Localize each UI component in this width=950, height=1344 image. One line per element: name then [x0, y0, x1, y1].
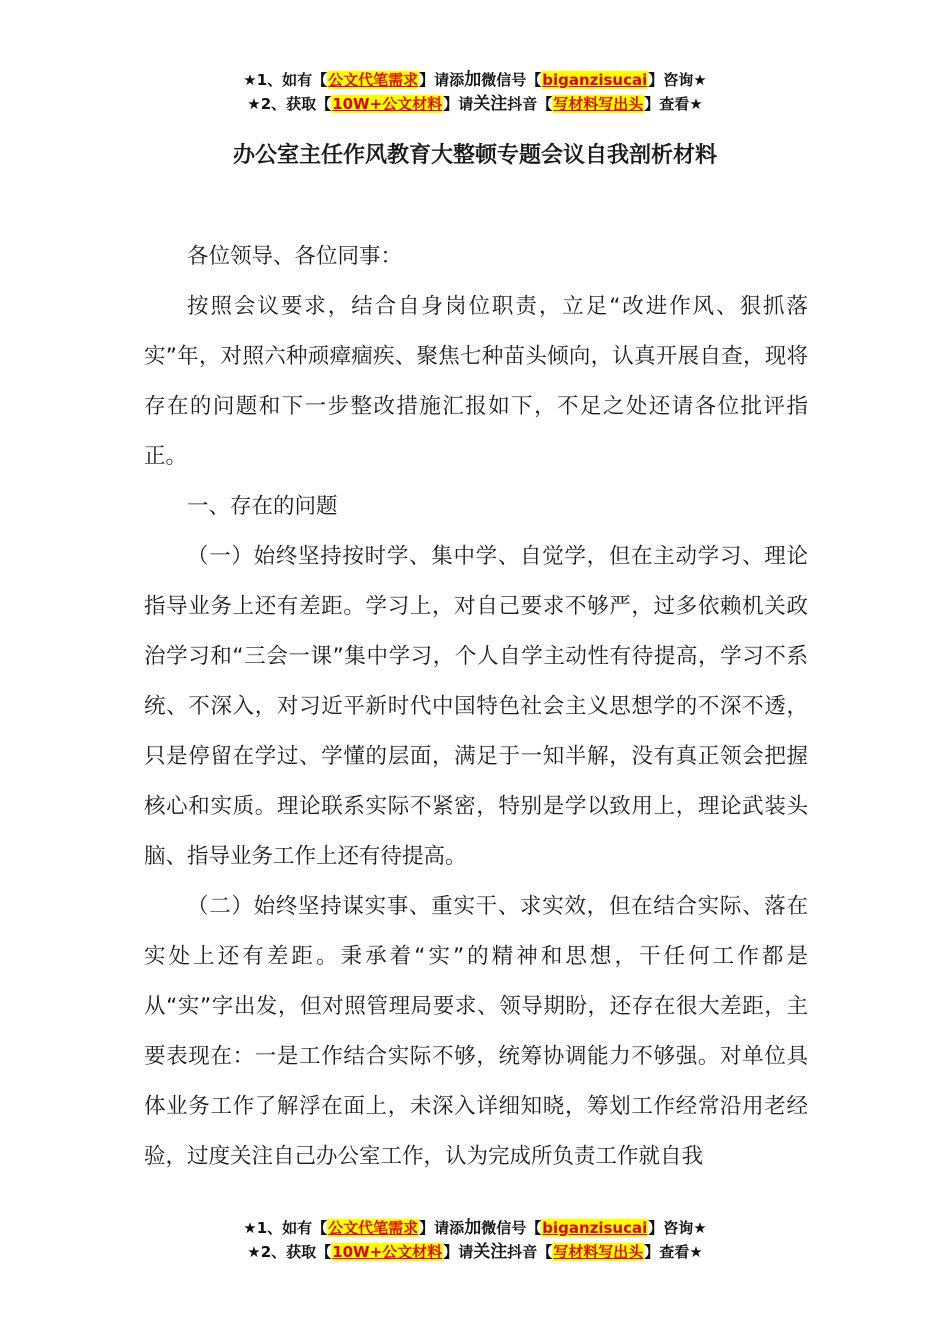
- banner-line-1: ★1、如有【公文代笔需求】请添加微信号【biganzisucai】咨询★: [243, 1218, 707, 1238]
- banner-highlight: 10W+公文材料: [332, 95, 443, 113]
- banner-line-2: ★2、获取【10W+公文材料】请关注抖音【写材料写出头】查看★: [247, 94, 703, 114]
- douyin-account-highlight: 写材料写出头: [553, 95, 644, 113]
- document-body: [144, 232, 808, 1182]
- footer-banner: [0, 1216, 950, 1264]
- banner-line-1: ★1、如有【公文代笔需求】请添加微信号【biganzisucai】咨询★: [243, 70, 707, 90]
- banner-highlight: 公文代笔需求: [328, 71, 419, 89]
- banner-line-2: ★2、获取【10W+公文材料】请关注抖音【写材料写出头】查看★: [247, 1242, 703, 1262]
- header-banner: [0, 68, 950, 116]
- banner-highlight: 公文代笔需求: [328, 1219, 419, 1237]
- intro-paragraph: 按照会议要求，结合自身岗位职责，立足“改进作风、狠抓落实”年，对照六种顽瘴痼疾、聚焦七种苗头倾向，认真开展自查，现将存在的问题和下一步整改措施汇报如下，不足之处还请各位批评指正。: [144, 294, 808, 469]
- wechat-id-highlight: biganzisucai: [542, 71, 648, 89]
- problem-paragraph-1: （一）始终坚持按时学、集中学、自觉学，但在主动学习、理论指导业务上还有差距。学习上，对自己要求不够严，过多依赖机关政治学习和“三会一课”集中学习，个人自学主动性有待提高，学习不系统、不深入，对习近平新时代中国特色社会主义思想学的不深不透，只是停留在学过、学懂的层面，满足于一知半解，没有真正领会把握核心和实质。理论联系实际不紧密，特别是学以致用上，理论武装头脑、指导业务工作上还有待提高。: [144, 544, 808, 869]
- douyin-account-highlight: 写材料写出头: [553, 1243, 644, 1261]
- document-title: 办公室主任作风教育大整顿专题会议自我剖析材料: [232, 143, 717, 168]
- banner-highlight: 10W+公文材料: [332, 1243, 443, 1261]
- salutation: 各位领导、各位同事：: [187, 244, 403, 269]
- problem-paragraph-2: （二）始终坚持谋实事、重实干、求实效，但在结合实际、落在实处上还有差距。秉承着“实”的精神和思想，干任何工作都是从“实”字出发，但对照管理局要求、领导期盼，还存在很大差距，主要表现在：一是工作结合实际不够，统筹协调能力不够强。对单位具体业务工作了解浮在面上，未深入详细知晓，筹划工作经常沿用老经验，过度关注自己办公室工作，认为完成所负责工作就自我: [144, 894, 808, 1169]
- wechat-id-highlight: biganzisucai: [542, 1219, 648, 1237]
- section-heading: 一、存在的问题: [187, 494, 338, 519]
